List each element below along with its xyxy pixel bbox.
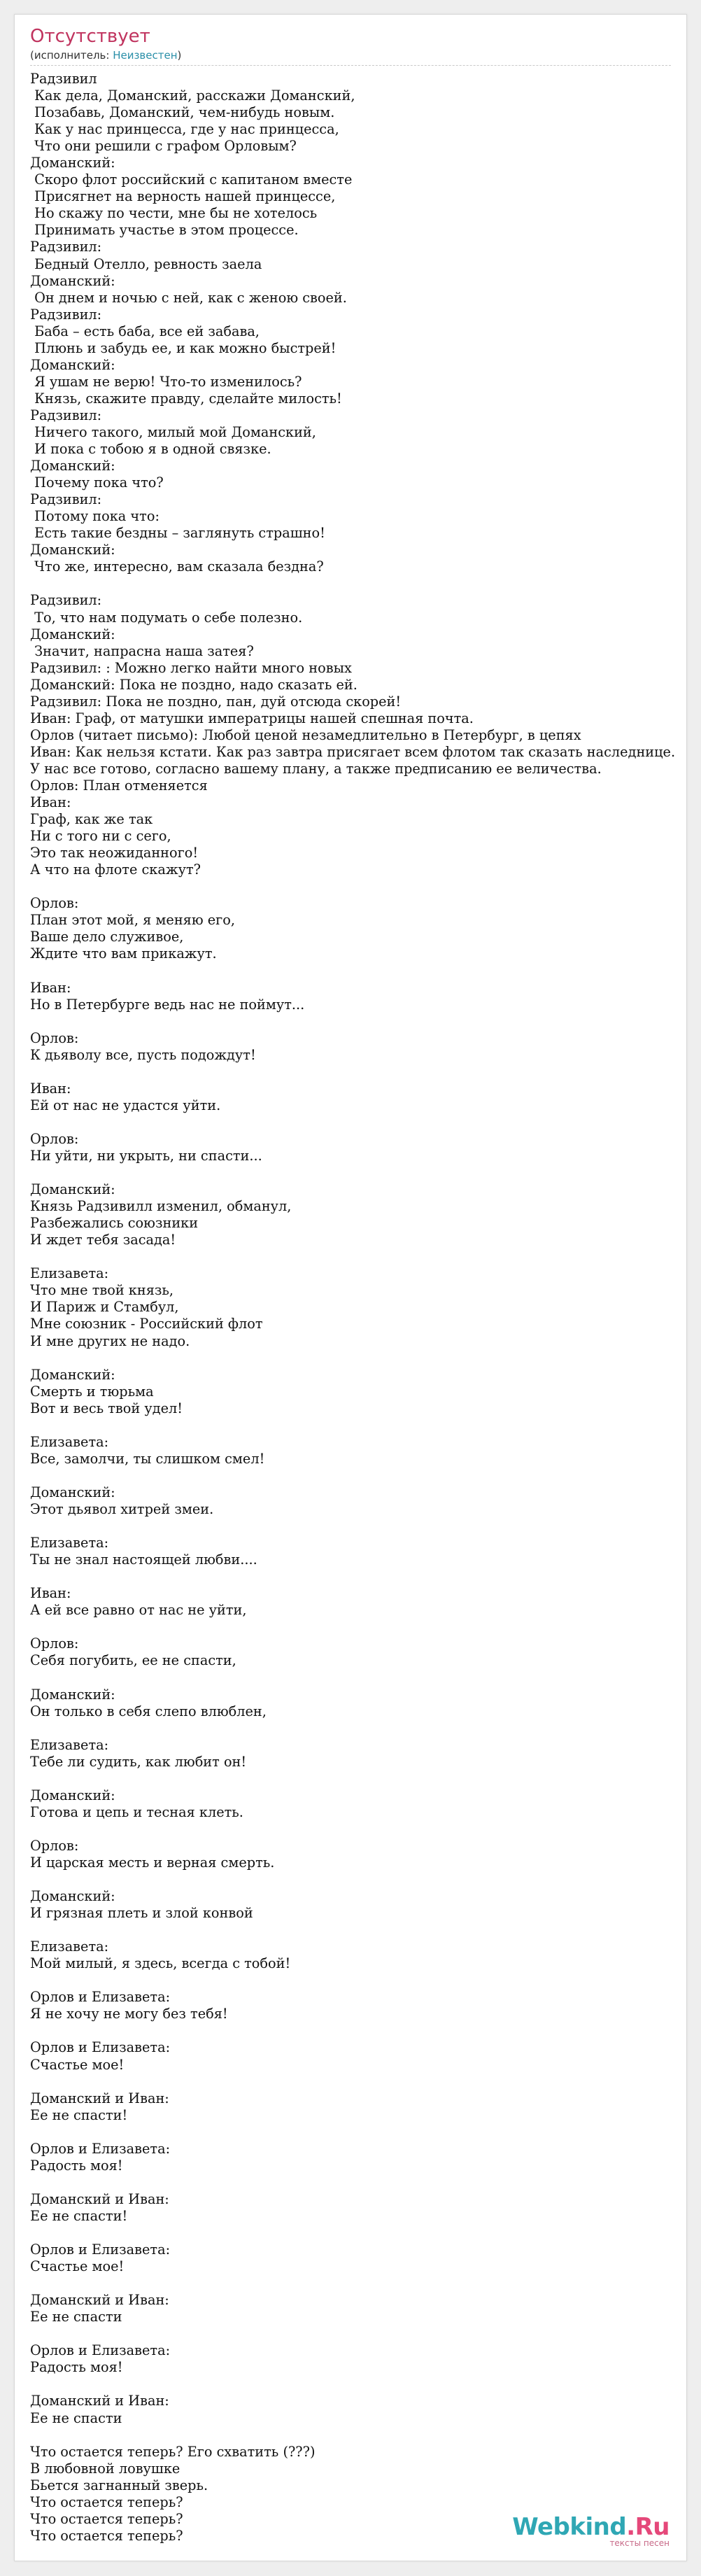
lyrics-line: Князь, скажите правду, сделайте милость!: [30, 390, 342, 407]
song-title: Отсутствует: [30, 26, 150, 47]
lyrics-line: Ваше дело служивое,: [30, 929, 184, 945]
lyrics-line: Доманский и Иван:: [30, 2292, 169, 2309]
logo-wordmark: [512, 2514, 670, 2540]
lyrics-line: Орлов и Елизавета:: [30, 2039, 171, 2056]
lyrics-line: Доманский:: [30, 1484, 115, 1500]
lyrics-line: Ничего такого, милый мой Доманский,: [30, 423, 316, 440]
lyrics-line: Иван:: [30, 794, 71, 811]
lyrics-line: Что они решили с графом Орловым?: [30, 138, 297, 155]
lyrics-line: Ей от нас не удастся уйти.: [30, 1097, 221, 1113]
artist-prefix: (исполнитель:: [30, 49, 113, 62]
lyrics-line: Радзивил:: [30, 239, 102, 255]
lyrics-line: Елизавета:: [30, 1433, 109, 1450]
lyrics-line: Принимать участье в этом процессе.: [30, 222, 299, 239]
lyrics-line: Что остается теперь?: [30, 2493, 183, 2510]
lyrics-line: Доманский:: [30, 356, 115, 373]
lyrics-line: Готова и цепь и тесная клеть.: [30, 1803, 243, 1820]
lyrics-line: Ее не спасти: [30, 2409, 122, 2426]
lyrics-line: Как дела, Доманский, расскажи Доманский,: [30, 87, 355, 104]
lyrics-line: Иван: Граф, от матушки императрицы нашей спешная почта.: [30, 710, 474, 726]
lyrics-line: Что остается теперь?: [30, 2527, 183, 2544]
lyrics-line: Доманский:: [30, 1888, 115, 1905]
lyrics-card: [14, 14, 687, 2561]
lyrics-line: Орлов:: [30, 895, 79, 912]
lyrics-line: И Париж и Стамбул,: [30, 1299, 179, 1316]
lyrics-line: План этот мой, я меняю его,: [30, 912, 236, 929]
logo-tld: .Ru: [626, 2513, 670, 2541]
lyrics-line: Доманский:: [30, 1686, 115, 1703]
lyrics-line: Доманский:: [30, 626, 115, 642]
lyrics-line: А что на флоте скажут?: [30, 861, 201, 878]
lyrics-line: Ни уйти, ни укрыть, ни спасти...: [30, 1148, 262, 1164]
lyrics-line: Что мне твой князь,: [30, 1282, 174, 1299]
lyrics-line: Он только в себя слепо влюблен,: [30, 1703, 267, 1719]
lyrics-line: Счастье мое!: [30, 2258, 125, 2275]
lyrics-line: Доманский: Пока не поздно, надо сказать ей.: [30, 676, 357, 693]
artist-link[interactable]: Неизвестен: [113, 49, 178, 62]
lyrics-line: У нас все готово, согласно вашему плану, а также предписанию ее величества.: [30, 760, 602, 777]
lyrics-line: Радзивил: : Можно легко найти много новых: [30, 659, 352, 676]
lyrics-line: Граф, как же так: [30, 811, 153, 828]
lyrics-line: Ее не спасти!: [30, 2106, 128, 2123]
lyrics-line: Орлов:: [30, 1837, 79, 1854]
lyrics-line: Орлов: План отменяется: [30, 777, 208, 794]
lyrics-line: Мой милый, я здесь, всегда с тобой!: [30, 1955, 291, 1972]
lyrics-line: Позабавь, Доманский, чем-нибудь новым.: [30, 104, 335, 121]
lyrics-line: А ей все равно от нас не уйти,: [30, 1602, 247, 1619]
lyrics-line: Орлов:: [30, 1635, 79, 1652]
lyrics-line: Доманский:: [30, 1787, 115, 1803]
lyrics-line: Доманский:: [30, 458, 115, 474]
lyrics-line: Иван: Как нельзя кстати. Как раз завтра присягает всем флотом так сказать наследнице.: [30, 743, 676, 760]
lyrics-line: Тебе ли судить, как любит он!: [30, 1753, 247, 1770]
lyrics-line: Есть такие бездны – заглянуть страшно!: [30, 525, 325, 542]
lyrics-line: Что остается теперь? Его схватить (???): [30, 2443, 316, 2460]
lyrics-line: Доманский:: [30, 1181, 115, 1198]
lyrics-line: Значит, напрасна наша затея?: [30, 642, 254, 659]
lyrics-line: Доманский:: [30, 1366, 115, 1383]
lyrics-line: Потому пока что:: [30, 508, 160, 525]
lyrics-line: Почему пока что?: [30, 474, 164, 491]
lyrics-line: И мне других не надо.: [30, 1332, 190, 1349]
lyrics-line: Орлов (читает письмо): Любой ценой незамедлительно в Петербург, в цепях: [30, 726, 581, 743]
lyrics-line: Но скажу по чести, мне бы не хотелось: [30, 205, 318, 222]
lyrics-line: Бьется загнанный зверь.: [30, 2477, 208, 2493]
lyrics-line: И грязная плеть и злой конвой: [30, 1905, 253, 1922]
lyrics-line: Орлов и Елизавета:: [30, 2342, 171, 2359]
lyrics-line: Доманский:: [30, 272, 115, 289]
site-logo[interactable]: [512, 2514, 670, 2548]
lyrics-line: И царская месть и верная смерть.: [30, 1854, 275, 1871]
artist-suffix: ): [177, 49, 182, 62]
lyrics-line: В любовной ловушке: [30, 2460, 180, 2477]
lyrics-line: Радзивил:: [30, 306, 102, 323]
lyrics-line: Но в Петербурге ведь нас не поймут...: [30, 996, 305, 1013]
lyrics-line: Баба – есть баба, все ей забава,: [30, 323, 260, 339]
lyrics-line: И ждет тебя засада!: [30, 1232, 176, 1248]
lyrics-line: Плюнь и забудь ее, и как можно быстрей!: [30, 339, 337, 356]
lyrics-line: К дьяволу все, пусть подождут!: [30, 1046, 256, 1063]
lyrics-line: Орлов и Елизавета:: [30, 1989, 171, 2006]
lyrics-line: Он днем и ночью с ней, как с женою своей.: [30, 289, 347, 306]
lyrics-line: Смерть и тюрьма: [30, 1383, 154, 1400]
lyrics-line: Ждите что вам прикажут.: [30, 945, 217, 962]
lyrics-line: Князь Радзивилл изменил, обманул,: [30, 1198, 292, 1215]
lyrics-line: Радзивил:: [30, 592, 102, 609]
lyrics-line: Вот и весь твой удел!: [30, 1400, 183, 1416]
lyrics-line: И пока с тобою я в одной связке.: [30, 441, 271, 458]
lyrics-line: Я ушам не верю! Что-то изменилось?: [30, 373, 302, 390]
lyrics-line: Иван:: [30, 1585, 71, 1602]
lyrics-line: Иван:: [30, 1080, 71, 1097]
lyrics-line: Орлов и Елизавета:: [30, 2140, 171, 2157]
lyrics-line: Бедный Отелло, ревность заела: [30, 255, 262, 272]
lyrics-text: [30, 71, 687, 2545]
lyrics-line: Как у нас принцесса, где у нас принцесса,: [30, 121, 339, 138]
logo-tagline: тексты песен: [609, 2538, 670, 2548]
lyrics-line: Что остается теперь?: [30, 2510, 183, 2527]
lyrics-line: Доманский и Иван:: [30, 2190, 169, 2207]
lyrics-line: Орлов и Елизавета:: [30, 2241, 171, 2258]
lyrics-line: Доманский:: [30, 542, 115, 558]
lyrics-line: Орлов:: [30, 1130, 79, 1147]
lyrics-line: Этот дьявол хитрей змеи.: [30, 1500, 214, 1517]
lyrics-line: Елизавета:: [30, 1736, 109, 1753]
lyrics-line: Ни с того ни с сего,: [30, 828, 171, 845]
lyrics-line: Радость моя!: [30, 2359, 123, 2376]
lyrics-line: Радзивил:: [30, 491, 102, 508]
lyrics-line: Радзивил: Пока не поздно, пан, дуй отсюда скорей!: [30, 693, 402, 710]
lyrics-line: Елизавета:: [30, 1265, 109, 1282]
lyrics-line: Это так неожиданного!: [30, 845, 199, 861]
lyrics-line: Иван:: [30, 979, 71, 996]
lyrics-line: Скоро флот российский с капитаном вместе: [30, 171, 353, 188]
lyrics-line: Ее не спасти: [30, 2309, 122, 2325]
lyrics-line: Доманский и Иван:: [30, 2090, 169, 2106]
lyrics-line: Елизавета:: [30, 1938, 109, 1955]
lyrics-line: Присягнет на верность нашей принцессе,: [30, 188, 336, 205]
lyrics-line: То, что нам подумать о себе полезно.: [30, 609, 303, 626]
lyrics-line: Орлов:: [30, 1029, 79, 1046]
lyrics-line: Себя погубить, ее не спасти,: [30, 1652, 236, 1669]
logo-brand: Webkind: [512, 2513, 627, 2541]
lyrics-line: Радость моя!: [30, 2157, 123, 2174]
lyrics-line: Ее не спасти!: [30, 2207, 128, 2224]
lyrics-line: Счастье мое!: [30, 2056, 125, 2073]
lyrics-line: Мне союзник - Российский флот: [30, 1316, 263, 1332]
lyrics-line: Ты не знал настоящей любви....: [30, 1551, 257, 1568]
lyrics-line: Что же, интересно, вам сказала бездна?: [30, 558, 324, 575]
lyrics-line: Елизавета:: [30, 1535, 109, 1551]
lyrics-line: Доманский:: [30, 155, 115, 171]
song-header: [30, 24, 671, 66]
lyrics-line: Я не хочу не могу без тебя!: [30, 2006, 228, 2022]
lyrics-line: Доманский и Иван:: [30, 2393, 169, 2409]
lyrics-line: Радзивил:: [30, 407, 102, 423]
artist-line: [30, 48, 671, 66]
lyrics-line: Радзивил: [30, 71, 97, 87]
lyrics-line: Разбежались союзники: [30, 1215, 199, 1232]
lyrics-line: Все, замолчи, ты слишком смел!: [30, 1450, 265, 1467]
